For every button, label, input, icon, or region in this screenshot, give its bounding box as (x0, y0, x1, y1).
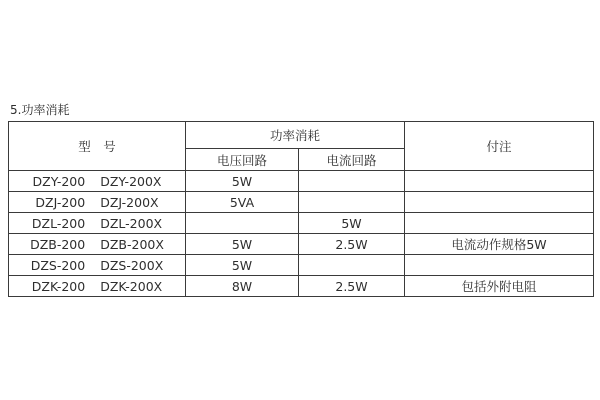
cell-note (405, 213, 594, 234)
cell-model (9, 213, 186, 234)
cell-model (9, 192, 186, 213)
table-row-dzl (9, 213, 594, 234)
cell-voltage: 5W (186, 255, 299, 276)
header-row-1 (9, 122, 594, 149)
cell-current (299, 171, 405, 192)
cell-model (9, 255, 186, 276)
cell-model (9, 171, 186, 192)
cell-current (299, 192, 405, 213)
table-row-dzy (9, 171, 594, 192)
table-row-dzj (9, 192, 594, 213)
model-b: DZS-200X (100, 257, 164, 273)
table-row-dzk (9, 276, 594, 297)
model-b: DZL-200X (100, 215, 163, 231)
model-a: DZY-200 (32, 173, 86, 189)
cell-model (9, 234, 186, 255)
model-b: DZY-200X (100, 173, 162, 189)
cell-voltage (186, 213, 299, 234)
cell-note: 电流动作规格5W (405, 234, 594, 255)
cell-current: 5W (299, 213, 405, 234)
model-a: DZL-200 (31, 215, 86, 231)
cell-voltage: 8W (186, 276, 299, 297)
cell-current (299, 255, 405, 276)
section-title: 5.功率消耗 (10, 103, 70, 117)
cell-note (405, 171, 594, 192)
cell-current: 2.5W (299, 276, 405, 297)
cell-note (405, 192, 594, 213)
table-row-dzb (9, 234, 594, 255)
header-voltage-circuit: 电压回路 (186, 149, 299, 171)
header-power-group: 功率消耗 (186, 122, 405, 149)
model-b: DZK-200X (100, 278, 163, 294)
table-row-dzs (9, 255, 594, 276)
model-b: DZJ-200X (100, 194, 159, 210)
cell-model (9, 276, 186, 297)
cell-voltage: 5W (186, 234, 299, 255)
model-a: DZB-200 (30, 236, 86, 252)
header-current-circuit: 电流回路 (299, 149, 405, 171)
model-b: DZB-200X (100, 236, 164, 252)
header-note: 付注 (405, 122, 594, 171)
cell-voltage: 5W (186, 171, 299, 192)
model-a: DZJ-200 (35, 194, 86, 210)
cell-current: 2.5W (299, 234, 405, 255)
cell-note (405, 255, 594, 276)
cell-note: 包括外附电阻 (405, 276, 594, 297)
power-consumption-table (8, 121, 594, 297)
cell-voltage: 5VA (186, 192, 299, 213)
model-a: DZS-200 (30, 257, 86, 273)
header-model: 型 号 (9, 122, 186, 171)
model-a: DZK-200 (31, 278, 86, 294)
